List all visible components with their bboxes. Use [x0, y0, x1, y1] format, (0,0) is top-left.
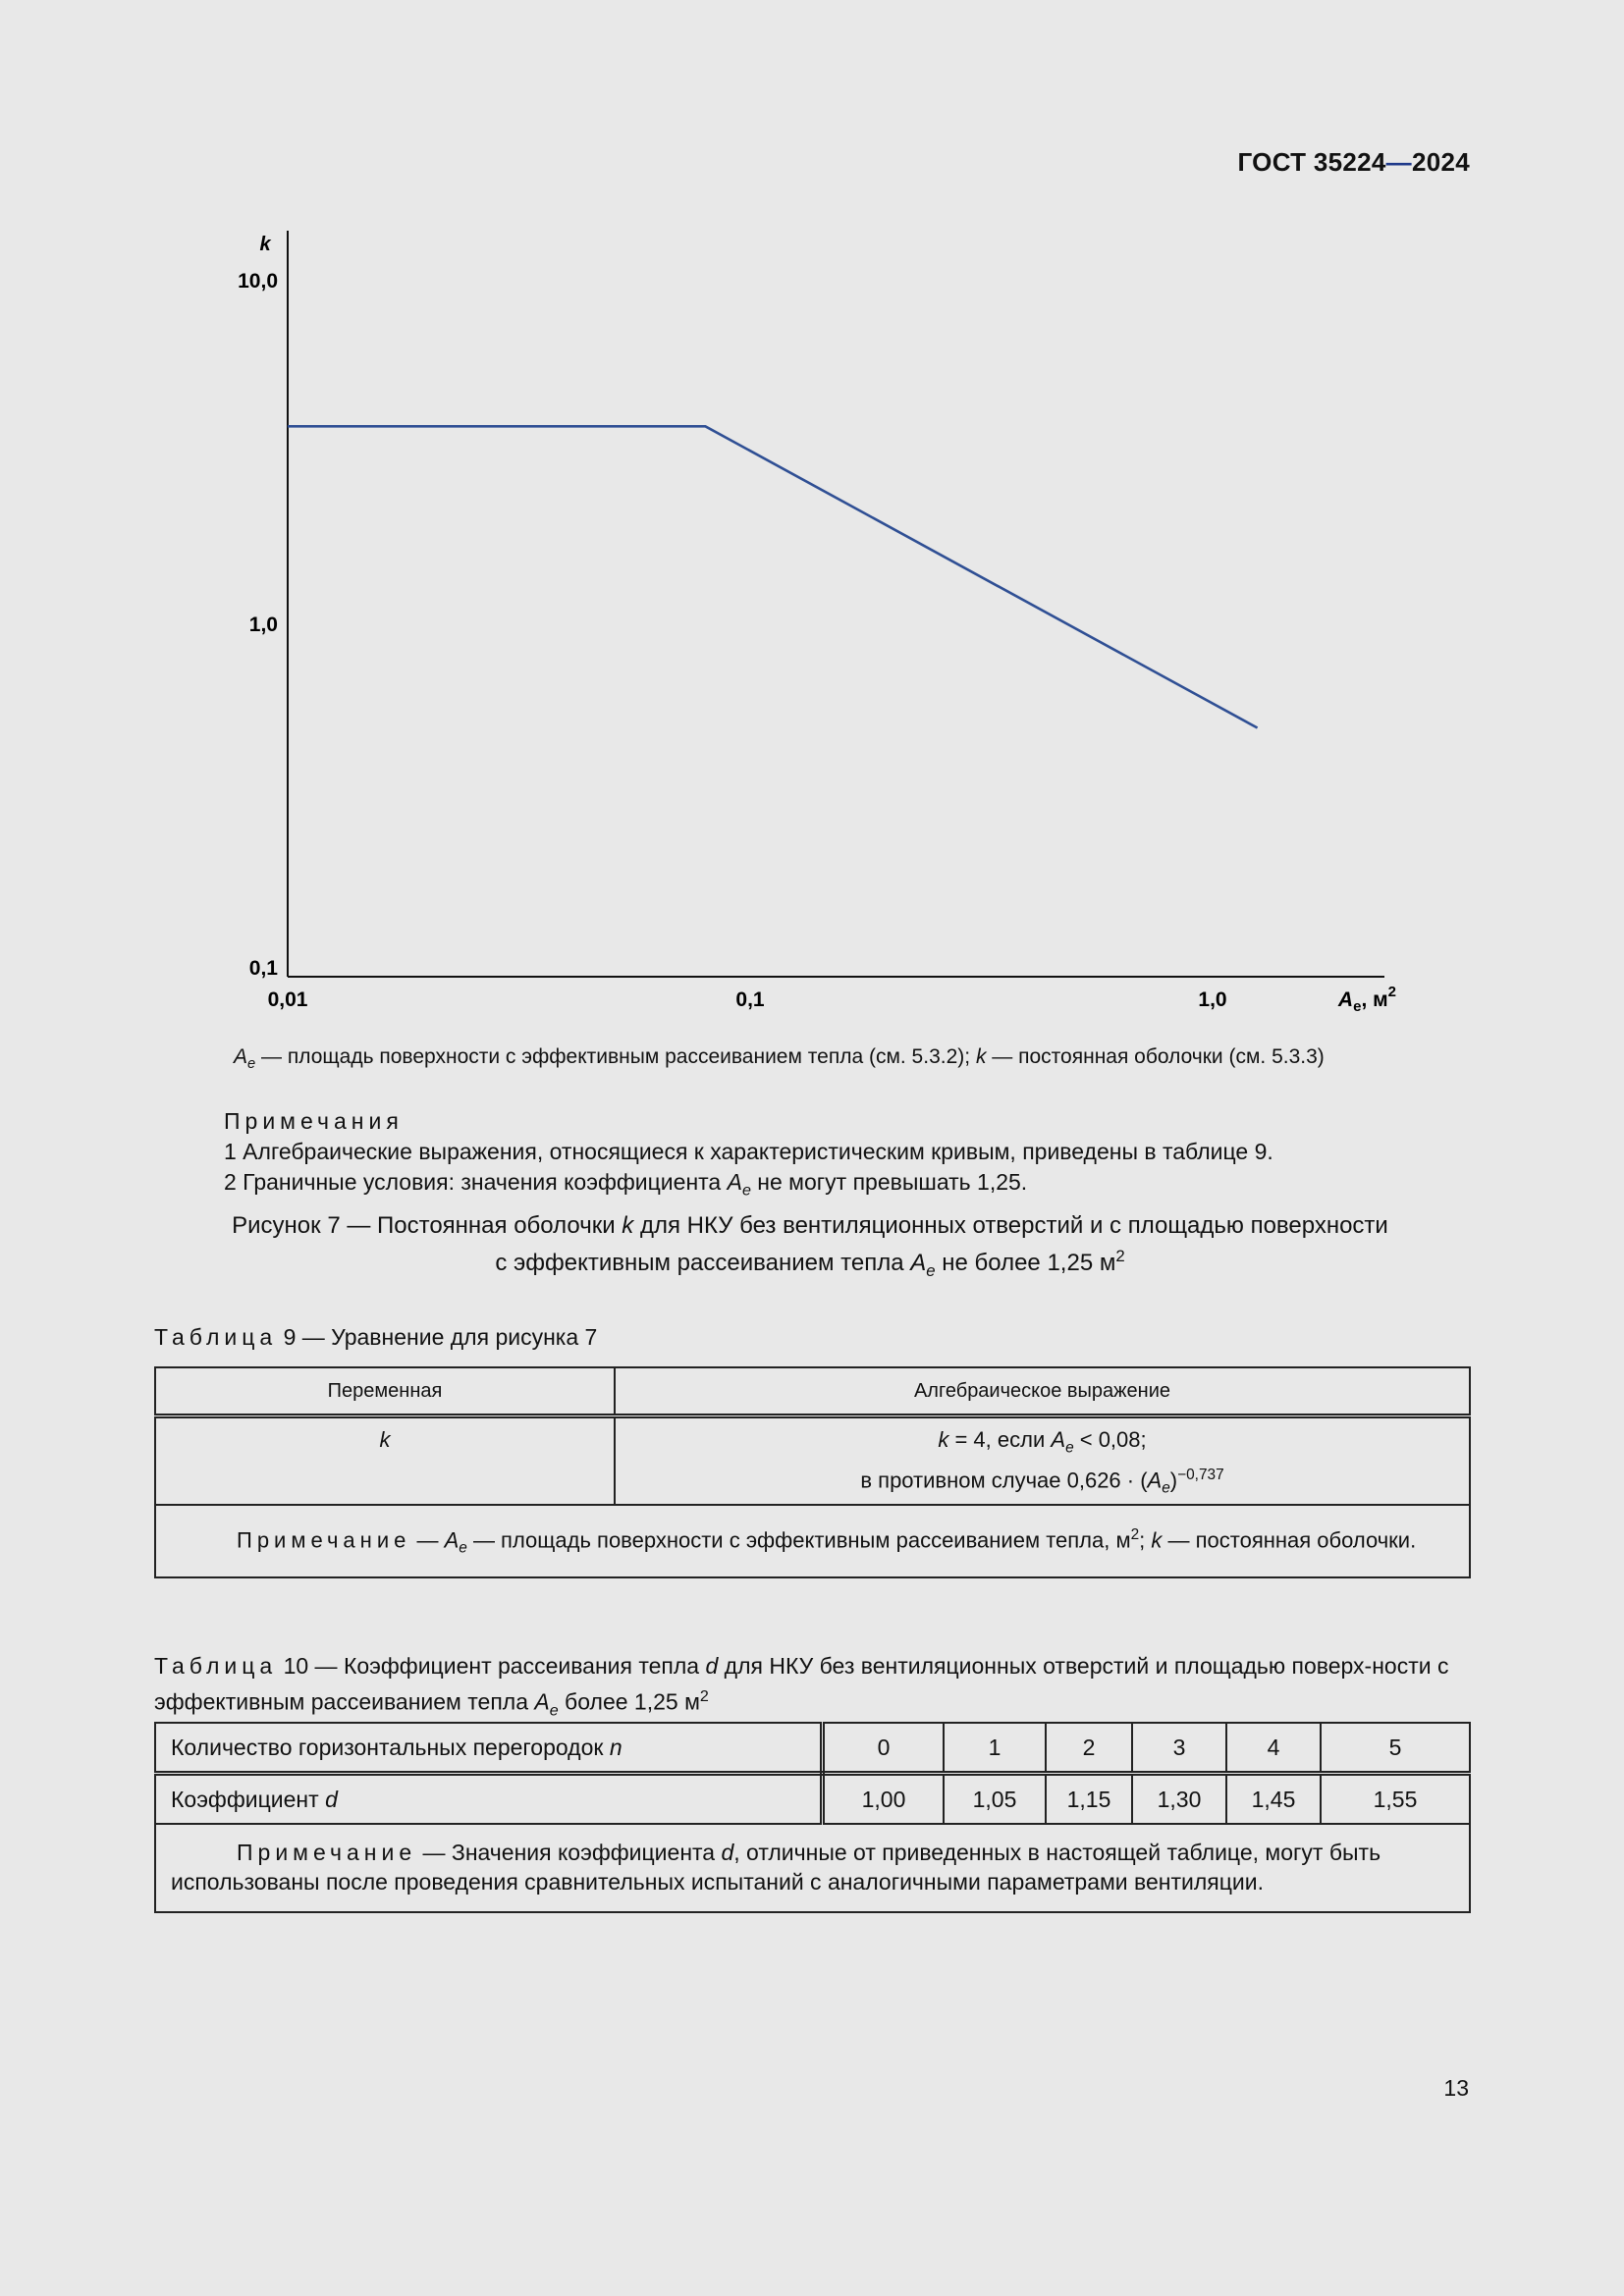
- table9-note: [155, 1505, 1470, 1577]
- table9-expr-line-2: [617, 1462, 1468, 1503]
- table10-note-word: Примечание: [237, 1840, 417, 1865]
- table10-d-cell: 1,00: [823, 1774, 945, 1825]
- notes-heading: Примечания: [224, 1108, 404, 1134]
- table10-n-label: [155, 1723, 823, 1774]
- table9-note-sup: 2: [1130, 1526, 1140, 1544]
- table9-note-sep: ;: [1139, 1527, 1152, 1553]
- caption-text-c: с эффективным рассеиванием тепла: [495, 1250, 911, 1276]
- doc-code-number: ГОСТ 35224: [1237, 147, 1386, 177]
- table9-note-dash: —: [410, 1527, 445, 1553]
- figure-notes: [224, 1106, 1273, 1206]
- caption-line-2: [196, 1241, 1424, 1286]
- expr1-text-b: < 0,08;: [1073, 1427, 1147, 1452]
- table9-var-cell: [155, 1416, 615, 1506]
- caption-text-a: Рисунок 7 — Постоянная оболочки: [232, 1212, 623, 1239]
- legend-k-symbol: k: [975, 1045, 987, 1068]
- note-2: [224, 1167, 1273, 1206]
- table9-col-expression: Алгебраическое выражение: [615, 1367, 1470, 1416]
- y-tick-label: 1,0: [248, 614, 278, 636]
- y-tick-label: 10,0: [238, 270, 278, 293]
- x-tick-label: 0,1: [735, 988, 765, 1011]
- table10-title: [154, 1651, 1472, 1726]
- expr2-ae-sub: e: [1162, 1480, 1170, 1498]
- figure-7-chart: [216, 216, 1414, 1021]
- table10-d-cell: 1,45: [1226, 1774, 1321, 1825]
- table-9: [154, 1366, 1471, 1578]
- note-2-symbol: A: [727, 1169, 742, 1195]
- caption-text-d: не более 1,25 м: [935, 1250, 1116, 1276]
- y-axis-label: k: [259, 234, 271, 255]
- table10-note: [155, 1824, 1470, 1912]
- table10-note-b: , отличные от приведенных в настоящей таблице, могут быть использованы после проведения сравнительных испытаний с аналогичными параметрами вентиляции.: [171, 1840, 1381, 1895]
- table10-title-ae-sub: e: [549, 1701, 559, 1720]
- table9-expr-cell: [615, 1416, 1470, 1506]
- expr1-text-a: = 4, если: [948, 1427, 1052, 1452]
- document-code: [1237, 147, 1470, 178]
- table10-d-cell: 1,15: [1046, 1774, 1132, 1825]
- table9-note-row: [155, 1505, 1470, 1577]
- table10-d-label-text: Коэффициент: [171, 1786, 326, 1812]
- table10-n-cell: 5: [1321, 1723, 1470, 1774]
- note-2-sub: e: [741, 1181, 751, 1200]
- legend-k-desc: — постоянная оболочки (см. 5.3.3): [986, 1045, 1325, 1068]
- table9-title-word: Таблица: [154, 1324, 278, 1350]
- legend-ae-desc: — площадь поверхности с эффективным рассеиванием тепла (см. 5.3.2);: [255, 1045, 976, 1068]
- table9-header-row: [155, 1367, 1470, 1416]
- table10-n-symbol: n: [609, 1734, 623, 1760]
- table10-d-symbol: d: [325, 1786, 338, 1812]
- note-2-text-b: не могут превышать 1,25.: [750, 1169, 1028, 1195]
- table9-note-ae: A: [444, 1527, 460, 1553]
- figure-legend: [234, 1045, 1325, 1072]
- x-axis-label: $A_e$, $м^2$: [1337, 984, 1396, 1015]
- table10-n-cell: 0: [823, 1723, 945, 1774]
- caption-text-b: для НКУ без вентиляционных отверстий и с площадью поверхности: [633, 1212, 1388, 1239]
- table10-n-label-text: Количество горизонтальных перегородок: [171, 1734, 610, 1760]
- table10-d-label: [155, 1774, 823, 1825]
- table10-title-ae: A: [534, 1688, 550, 1715]
- note-2-text-a: 2 Граничные условия: значения коэффициента: [224, 1169, 728, 1195]
- note-1: 1 Алгебраические выражения, относящиеся к характеристическим кривым, приведены в таблице 9.: [224, 1139, 1273, 1164]
- table10-note-d: d: [721, 1840, 734, 1865]
- table10-n-cell: 4: [1226, 1723, 1321, 1774]
- table9-expr-line-1: [617, 1426, 1468, 1462]
- caption-ae: A: [910, 1250, 927, 1276]
- table9-note-word: Примечание: [237, 1527, 411, 1553]
- table-row: [155, 1723, 1470, 1774]
- table10-n-cell: 2: [1046, 1723, 1132, 1774]
- table10-d-cell: 1,30: [1132, 1774, 1226, 1825]
- caption-sup: 2: [1115, 1247, 1125, 1265]
- table10-d-cell: 1,05: [944, 1774, 1046, 1825]
- x-tick-label: 0,01: [267, 988, 308, 1011]
- caption-k: k: [622, 1212, 634, 1239]
- table9-col-variable: Переменная: [155, 1367, 615, 1416]
- table10-n-cell: 1: [944, 1723, 1046, 1774]
- table10-title-c: более 1,25 м: [558, 1688, 700, 1715]
- table9-note-text-d: — постоянная оболочки.: [1162, 1527, 1417, 1553]
- table-row: [155, 1774, 1470, 1825]
- table10-d-cell: 1,55: [1321, 1774, 1470, 1825]
- table10-title-a: 10 — Коэффициент рассеивания тепла: [277, 1653, 706, 1679]
- table-10: [154, 1722, 1471, 1913]
- expr2-text-b: ): [1169, 1468, 1178, 1493]
- expr1-k: k: [938, 1427, 949, 1452]
- table9-note-ae-sub: e: [459, 1539, 467, 1557]
- table10-n-cell: 3: [1132, 1723, 1226, 1774]
- table9-note-text-b: — площадь поверхности с эффективным рассеиванием тепла, м: [466, 1527, 1131, 1553]
- series-line: [288, 426, 1258, 727]
- doc-code-year: 2024: [1411, 147, 1470, 177]
- table9-var: k: [379, 1427, 391, 1452]
- table9-title: [154, 1324, 597, 1351]
- caption-ae-sub: e: [926, 1260, 936, 1280]
- table9-title-rest: 9 — Уравнение для рисунка 7: [277, 1324, 598, 1350]
- expr2-exponent: −0,737: [1177, 1467, 1224, 1484]
- x-tick-label: 1,0: [1198, 988, 1227, 1011]
- expr1-ae-sub: e: [1065, 1439, 1074, 1457]
- table10-title-b: для НКУ без вентиляционных отверстий и площадью поверх-ности с эффективным рассеиванием тепла: [154, 1653, 1449, 1715]
- expr2-text-a: в противном случае 0,626 · (: [860, 1468, 1148, 1493]
- legend-ae-symbol: A: [234, 1045, 248, 1068]
- table-row: [155, 1416, 1470, 1506]
- page-number: 13: [1443, 2075, 1469, 2101]
- figure-caption: [196, 1210, 1424, 1286]
- table10-note-a: — Значения коэффициента: [416, 1840, 722, 1865]
- table10-title-sup: 2: [699, 1687, 709, 1705]
- table10-title-d: d: [705, 1653, 719, 1679]
- doc-code-dash: —: [1385, 147, 1412, 177]
- table9-note-k: k: [1151, 1527, 1163, 1553]
- expr2-ae: A: [1147, 1468, 1163, 1493]
- y-tick-label: 0,1: [248, 957, 278, 980]
- table10-note-row: [155, 1824, 1470, 1912]
- table10-title-word: Таблица: [154, 1653, 278, 1679]
- expr1-ae: A: [1051, 1427, 1066, 1452]
- caption-line-1: [196, 1210, 1424, 1241]
- legend-ae-sub: e: [247, 1056, 256, 1073]
